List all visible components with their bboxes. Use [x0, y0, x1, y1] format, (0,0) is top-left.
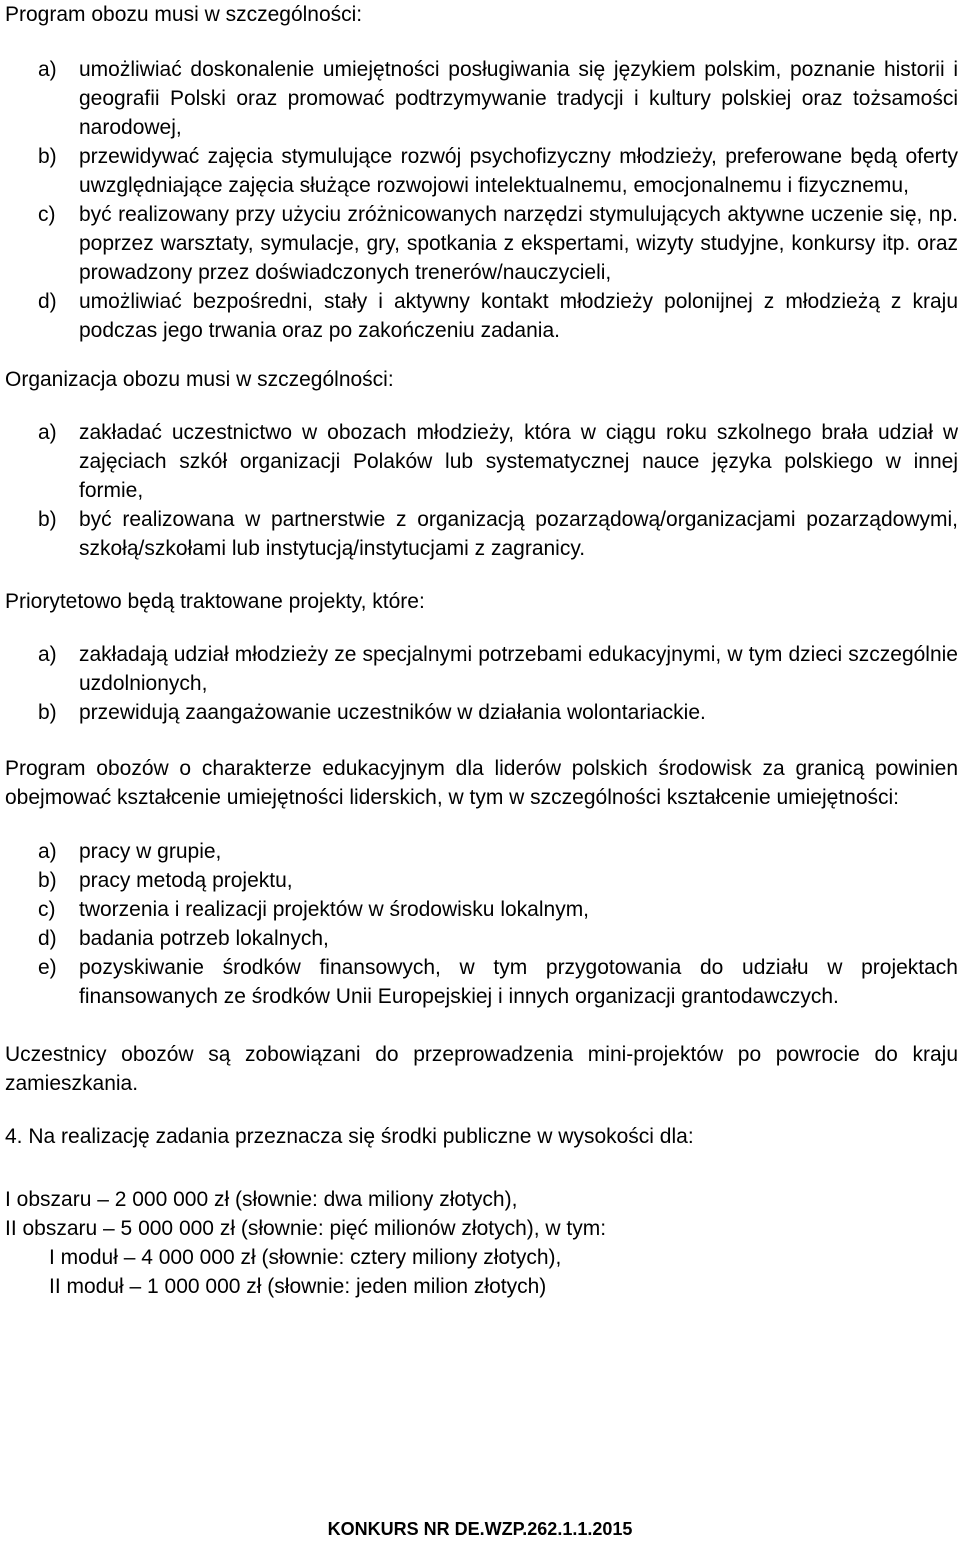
funds-area-2: II obszaru – 5 000 000 zł (słownie: pięć milionów złotych), w tym: — [5, 1217, 607, 1240]
list-item — [5, 837, 958, 866]
section3-list — [5, 640, 958, 727]
list-item — [5, 640, 958, 698]
section3-heading: Priorytetowo będą traktowane projekty, które: — [5, 590, 425, 613]
section1-list — [5, 55, 958, 345]
section2-heading: Organizacja obozu musi w szczególności: — [5, 368, 394, 391]
list-marker: a) — [38, 421, 57, 444]
list-item — [5, 924, 958, 953]
list-text: być realizowana w partnerstwie z organizacją pozarządową/organizacjami pozarządowymi, szkołą/szkołami lub instytucją/instytucjami z zagranicy. — [79, 508, 958, 560]
funds-area-1: I obszaru – 2 000 000 zł (słownie: dwa miliony złotych), — [5, 1188, 518, 1211]
list-marker: b) — [38, 869, 57, 892]
list-item — [5, 142, 958, 200]
section2-list — [5, 418, 958, 563]
list-item — [5, 505, 958, 563]
funds-module-2: II moduł – 1 000 000 zł (słownie: jeden milion złotych) — [49, 1275, 547, 1298]
document-page — [5, 0, 958, 1301]
list-marker: b) — [38, 701, 57, 724]
funds-module-1: I moduł – 4 000 000 zł (słownie: cztery miliony złotych), — [49, 1246, 562, 1269]
list-marker: b) — [38, 508, 57, 531]
list-marker: c) — [38, 203, 56, 226]
list-text: przewidują zaangażowanie uczestników w działania wolontariackie. — [79, 701, 706, 724]
section1-heading: Program obozu musi w szczególności: — [5, 3, 363, 26]
list-item — [5, 55, 958, 142]
list-item — [5, 200, 958, 287]
list-item — [5, 287, 958, 345]
list-item — [5, 895, 958, 924]
list-item — [5, 698, 958, 727]
list-item — [5, 866, 958, 895]
funds-block — [5, 1185, 958, 1301]
list-text: być realizowany przy użyciu zróżnicowanych narzędzi stymulujących aktywne uczenie się, np. poprzez warsztaty, symulacje, gry, spotkania z ekspertami, wizyty studyjne, konkursy itp. oraz prowadzony przez doświadczonych trenerów/nauczycieli, — [79, 203, 958, 284]
list-text: badania potrzeb lokalnych, — [79, 927, 329, 950]
list-marker: a) — [38, 58, 57, 81]
list-text: pracy metodą projektu, — [79, 869, 293, 892]
list-marker: b) — [38, 145, 57, 168]
list-item — [5, 418, 958, 505]
list-marker: e) — [38, 956, 57, 979]
point-4: 4. Na realizację zadania przeznacza się środki publiczne w wysokości dla: — [5, 1125, 694, 1148]
list-text: pracy w grupie, — [79, 840, 222, 863]
section4-intro: Program obozów o charakterze edukacyjnym dla liderów polskich środowisk za granicą powinien obejmować kształcenie umiejętności liderskich, w tym w szczególności kształcenie umiejętności: — [5, 757, 958, 809]
list-item — [5, 953, 958, 1011]
list-text: umożliwiać doskonalenie umiejętności posługiwania się językiem polskim, poznanie historii i geografii Polski oraz promować podtrzymywanie tradycji i kultury polskiej oraz tożsamości narodowej, — [79, 58, 958, 139]
list-text: zakładają udział młodzieży ze specjalnymi potrzebami edukacyjnymi, w tym dzieci szczególnie uzdolnionych, — [79, 643, 958, 695]
list-marker: d) — [38, 290, 57, 313]
footer-contest-number: KONKURS NR DE.WZP.262.1.1.2015 — [327, 1519, 633, 1539]
list-marker: a) — [38, 840, 57, 863]
section4-list — [5, 837, 958, 1011]
list-text: tworzenia i realizacji projektów w środowisku lokalnym, — [79, 898, 590, 921]
list-marker: c) — [38, 898, 56, 921]
closing-paragraph: Uczestnicy obozów są zobowiązani do przeprowadzenia mini-projektów po powrocie do kraju zamieszkania. — [5, 1043, 958, 1095]
list-text: przewidywać zajęcia stymulujące rozwój psychofizyczny młodzieży, preferowane będą oferty uwzględniające zajęcia służące rozwojowi intelektualnemu, emocjonalnemu i fizycznemu, — [79, 145, 958, 197]
list-marker: d) — [38, 927, 57, 950]
list-text: pozyskiwanie środków finansowych, w tym przygotowania do udziału w projektach finansowanych ze środków Unii Europejskiej i innych organizacji grantodawczych. — [79, 956, 958, 1008]
list-text: umożliwiać bezpośredni, stały i aktywny kontakt młodzieży polonijnej z młodzieżą z kraju podczas jego trwania oraz po zakończeniu zadania. — [79, 290, 958, 342]
list-marker: a) — [38, 643, 57, 666]
list-text: zakładać uczestnictwo w obozach młodzieży, która w ciągu roku szkolnego brała udział w zajęciach szkół organizacji Polaków lub systematycznej nauce języka polskiego w innej formie, — [79, 421, 958, 502]
